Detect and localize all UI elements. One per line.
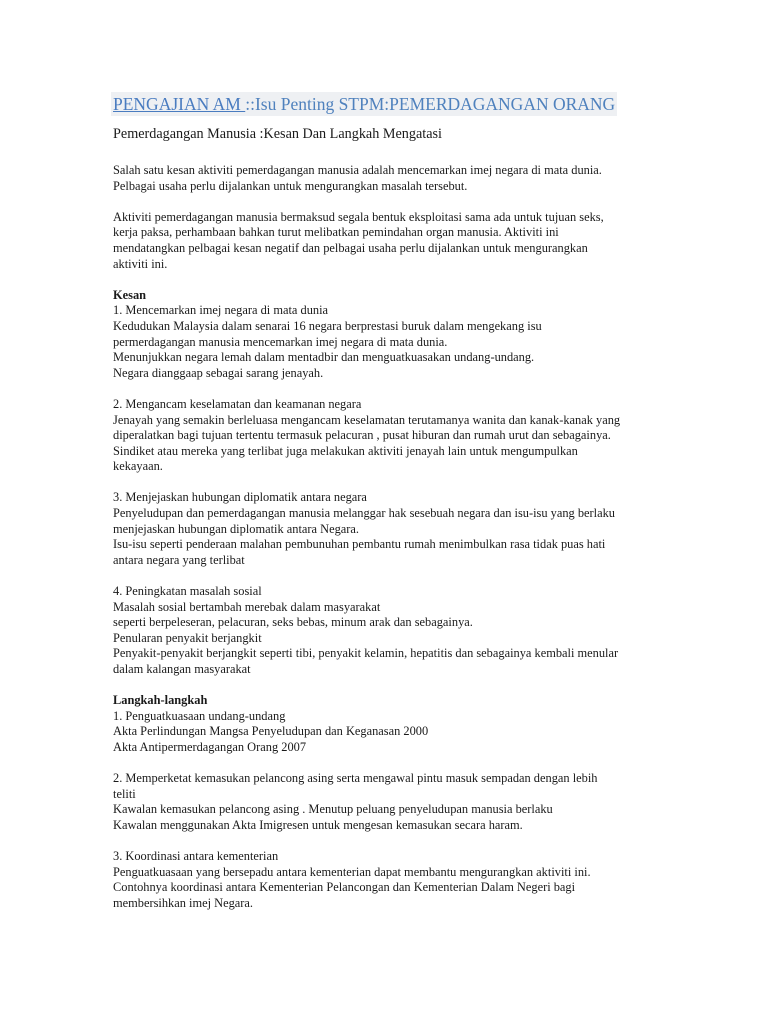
text-line: Menunjukkan negara lemah dalam mentadbir dan menguatkuasakan undang-undang. bbox=[113, 350, 535, 365]
text-line: kekayaan. bbox=[113, 459, 163, 474]
paragraph bbox=[113, 584, 708, 678]
text-line: Kedudukan Malaysia dalam senarai 16 negara berprestasi buruk dalam mengekang isu bbox=[113, 318, 542, 333]
text-line: dalam kalangan masyarakat bbox=[113, 662, 251, 676]
text-line: Kawalan kemasukan pelancong asing . Menutup peluang penyeludupan manusia berlaku bbox=[113, 802, 553, 817]
text-line: Contohnya koordinasi antara Kementerian Pelancongan dan Kementerian Dalam Negeri bagi bbox=[113, 880, 576, 895]
subtitle: Pemerdagangan Manusia :Kesan Dan Langkah Mengatasi bbox=[113, 126, 442, 142]
paragraph bbox=[113, 490, 708, 568]
text-line: Pelbagai usaha perlu dijalankan untuk mengurangkan masalah tersebut. bbox=[113, 178, 468, 193]
paragraph bbox=[113, 771, 708, 833]
text-line: menjejaskan hubungan diplomatik antara Negara. bbox=[113, 521, 360, 536]
kesan-section bbox=[113, 288, 708, 678]
section-heading: Langkah-langkah bbox=[113, 693, 208, 708]
paragraph bbox=[113, 288, 708, 382]
text-line: aktiviti ini. bbox=[113, 256, 168, 271]
text-line: Penguatkuasaan yang bersepadu antara kementerian dapat membantu mengurangkan aktiviti ini. bbox=[113, 864, 591, 879]
article-body bbox=[113, 163, 708, 912]
text-line: Kawalan menggunakan Akta Imigresen untuk mengesan kemasukan secara haram. bbox=[113, 817, 523, 832]
text-line: permerdagangan manusia mencemarkan imej negara di mata dunia. bbox=[113, 334, 448, 349]
text-line: Isu-isu seperti penderaan malahan pembunuhan pembantu rumah menimbulkan rasa tidak puas hati bbox=[113, 537, 606, 552]
text-line: seperti berpeleseran, pelacuran, seks bebas, minum arak dan sebagainya. bbox=[113, 615, 473, 630]
point-title: 1. Penguatkuasaan undang-undang bbox=[113, 708, 286, 723]
paragraph bbox=[113, 210, 708, 272]
paragraph bbox=[113, 849, 708, 911]
point-title: 4. Peningkatan masalah sosial bbox=[113, 584, 262, 599]
text-line: Salah satu kesan aktiviti pemerdagangan manusia adalah mencemarkan imej negara di mata dunia. bbox=[113, 163, 602, 177]
text-line: antara negara yang terlibat bbox=[113, 552, 245, 567]
text-line: Penyeludupan dan pemerdagangan manusia melanggar hak sesebuah negara dan isu-isu yang berlaku bbox=[113, 506, 615, 521]
text-line: Jenayah yang semakin berleluasa mengancam keselamatan terutamanya wanita dan kanak-kanak yang bbox=[113, 412, 621, 427]
point-title: 1. Mencemarkan imej negara di mata dunia bbox=[113, 303, 329, 318]
intro-section bbox=[113, 163, 708, 272]
point-title: 3. Koordinasi antara kementerian bbox=[113, 849, 279, 864]
text-line: Negara dianggaap sebagai sarang jenayah. bbox=[113, 365, 324, 380]
paragraph bbox=[113, 397, 708, 475]
point-title: 2. Memperketat kemasukan pelancong asing serta mengawal pintu masuk sempadan dengan lebih bbox=[113, 771, 598, 786]
point-title: 2. Mengancam keselamatan dan keamanan negara bbox=[113, 396, 362, 411]
text-line: kerja paksa, perhambaan bahkan turut melibatkan pemindahan organ manusia. Aktiviti ini bbox=[113, 225, 559, 240]
text-line: teliti bbox=[113, 786, 136, 801]
text-line: diperalatkan bagi tujuan tertentu termasuk pelacuran , pusat hiburan dan rumah urut dan sebagainya. bbox=[113, 428, 611, 443]
text-line: Akta Perlindungan Mangsa Penyeludupan dan Keganasan 2000 bbox=[113, 724, 429, 739]
text-line: Masalah sosial bertambah merebak dalam masyarakat bbox=[113, 599, 381, 614]
text-line: Penyakit-penyakit berjangkit seperti tibi, penyakit kelamin, hepatitis dan sebagainya kembali menular bbox=[113, 646, 619, 661]
paragraph bbox=[113, 163, 708, 194]
text-line: membersihkan imej Negara. bbox=[113, 895, 254, 910]
text-line: Penularan penyakit berjangkit bbox=[113, 630, 262, 645]
title-link[interactable]: PENGAJIAN AM bbox=[113, 94, 246, 114]
text-line: Sindiket atau mereka yang terlibat juga melakukan aktiviti jenayah lain untuk mengumpulkan bbox=[113, 443, 578, 458]
text-line: mendatangkan pelbagai kesan negatif dan pelbagai usaha perlu dijalankan untuk mengurangkan bbox=[113, 240, 588, 255]
paragraph bbox=[113, 693, 708, 755]
page-title bbox=[111, 92, 617, 116]
text-line: Akta Antipermerdagangan Orang 2007 bbox=[113, 739, 307, 754]
text-line: Aktiviti pemerdagangan manusia bermaksud segala bentuk eksploitasi sama ada untuk tujuan seks, bbox=[113, 209, 604, 224]
section-heading: Kesan bbox=[113, 287, 147, 302]
point-title: 3. Menjejaskan hubungan diplomatik antara negara bbox=[113, 490, 367, 505]
langkah-section bbox=[113, 693, 708, 911]
title-text: ::Isu Penting STPM:PEMERDAGANGAN ORANG bbox=[245, 94, 616, 114]
